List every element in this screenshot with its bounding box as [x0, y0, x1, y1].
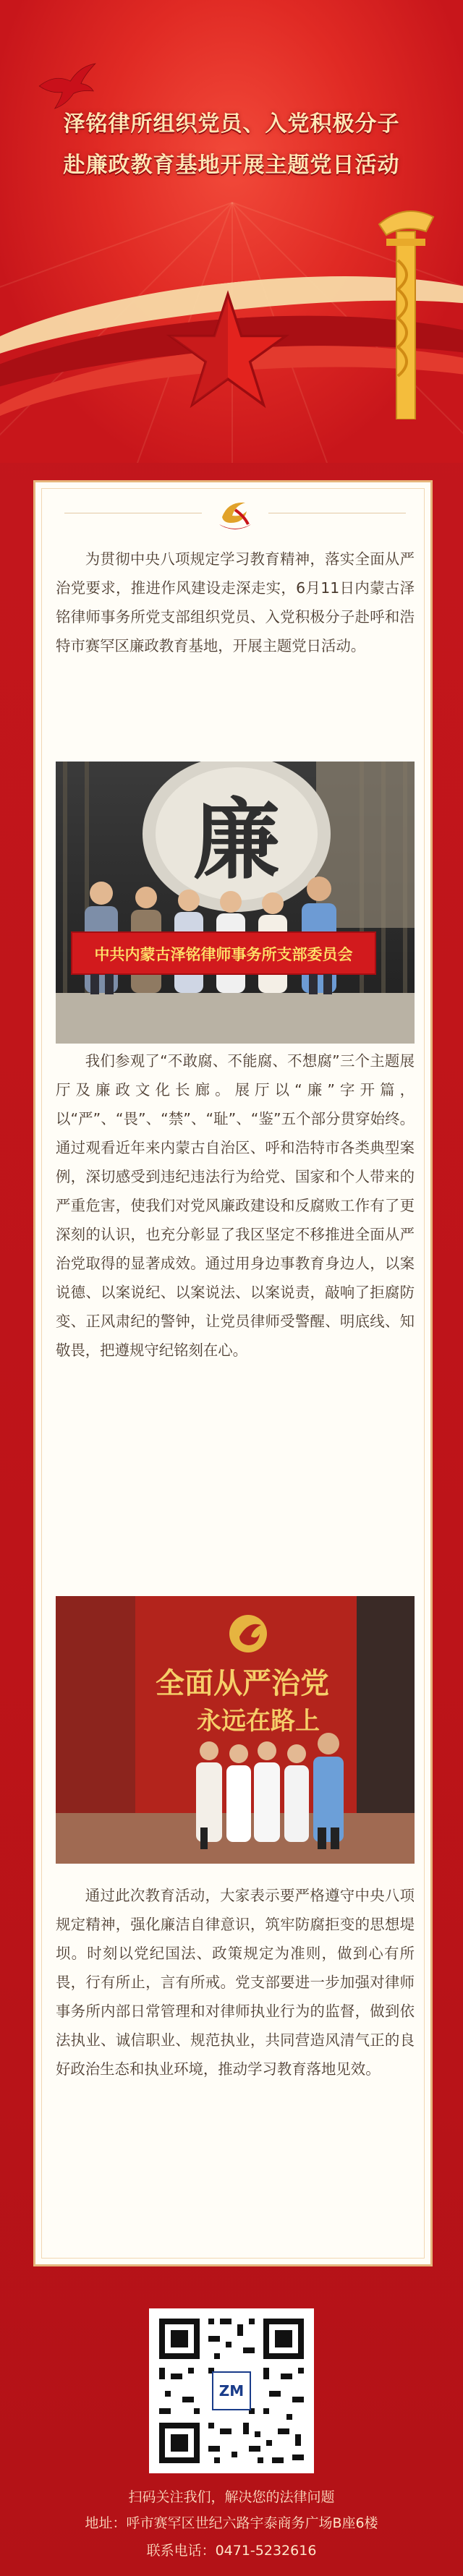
flying-bird-icon: [36, 61, 98, 111]
paragraph-1: 为贯彻中央八项规定学习教育精神，落实全面从严治党要求，推进作风建设走深走实，6月11日内蒙古泽铭律师事务所党支部组织党员、入党积极分子赴呼和浩特市赛罕区廉政教育基地，开展主题党日活动。: [56, 550, 415, 654]
scan-prompt-text: 扫码关注我们，解决您的法律问题: [128, 2489, 335, 2505]
group-photo-2: [56, 1596, 415, 1864]
article-card: [33, 480, 433, 2266]
paragraph-3: 通过此次教育活动，大家表示要严格遵守中央八项规定精神，强化廉洁自律意识，筑牢防腐拒变的思想堤坝。时刻以党纪国法、政策规定为准则，做到心有所畏，行有所止，言有所戒。党支部要进一步加强对律师事务所内部日常管理和对律师执业行为的监督，做到依法执业、诚信职业、规范执业，共同营造风清气正的良好政治生态和执业环境，推动学习教育落地见效。: [56, 1887, 415, 2078]
article-title-line2: 赴廉政教育基地开展主题党日活动: [63, 153, 400, 178]
party-emblem-icon: [213, 495, 257, 532]
photo2-wall-text-line1: 全面从严治党: [156, 1667, 329, 1700]
paragraph-2: 我们参观了“不敢腐、不能腐、不想腐”三个主题展厅及廉政文化长廊。展厅以“廉”字开篇，以“严”、“畏”、“禁”、“耻”、“鉴”五个部分贯穿始终。通过观看近年来内蒙古自治区、呼和浩特市各类典型案例，深切感受到违纪违法行为给党、国家和个人带来的严重危害，使我们对党风廉政建设和反腐败工作有了更深刻的认识，也充分彰显了我区坚定不移推进全面从严治党取得的显著成效。通过用身边事教育身边人，以案说德、以案说纪、以案说法、以案说责，敲响了拒腐防变、正风肃纪的警钟，让党员律师受警醒、明底线、知敬畏，把遵规守纪铭刻在心。: [56, 1052, 415, 1359]
article-title-line1: 泽铭律所组织党员、入党积极分子: [63, 111, 400, 137]
photo2-wall-text-line2: 永远在路上: [197, 1707, 320, 1736]
photo1-banner-text: 中共内蒙古泽铭律师事务所支部委员会: [94, 946, 353, 963]
group-photo-1: [56, 762, 415, 1044]
red-star-icon: [166, 289, 289, 412]
qr-code-icon: [149, 2308, 314, 2473]
qr-code[interactable]: [149, 2308, 314, 2473]
huabiao-pillar-icon: [365, 195, 444, 419]
header-banner: [0, 0, 463, 463]
photo1-wall-character: 廉: [193, 789, 280, 891]
address-text: 地址：呼市赛罕区世纪六路宇泰商务广场B座6楼: [85, 2515, 378, 2531]
phone-text[interactable]: 联系电话：0471-5232616: [146, 2543, 317, 2559]
qr-logo-text: ZM: [218, 2382, 245, 2400]
